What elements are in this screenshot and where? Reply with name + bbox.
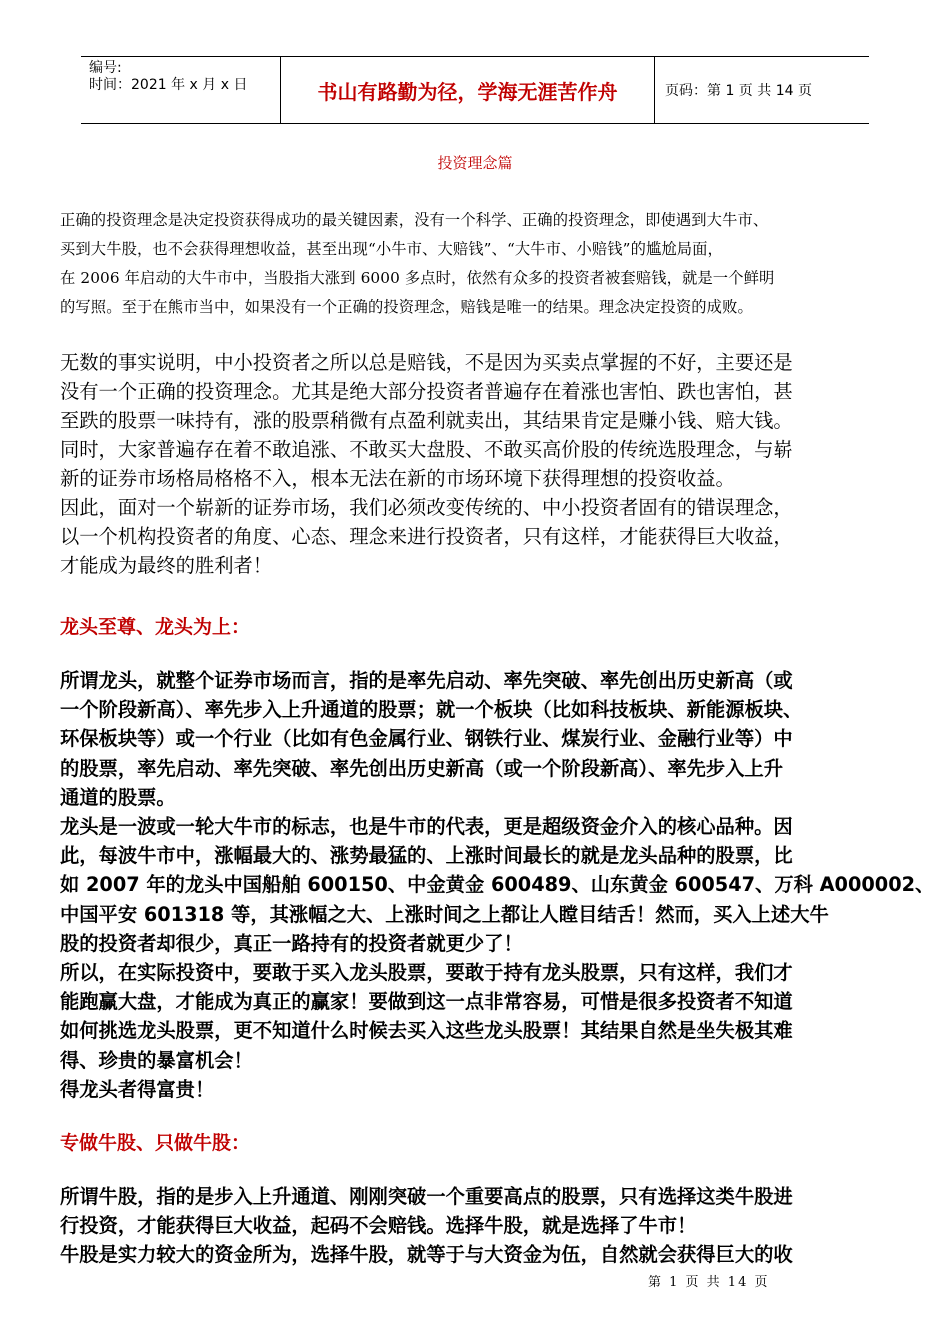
text-line: 股的投资者却很少，真正一路持有的投资者就更少了！ — [60, 931, 523, 955]
text-line: 无数的事实说明，中小投资者之所以总是赔钱，不是因为买卖点掌握的不好，主要还是 — [60, 351, 793, 374]
text-line: 所谓牛股，指的是步入上升通道、刚刚突破一个重要高点的股票，只有选择这类牛股进 — [60, 1185, 793, 1208]
text-line: 新的证券市场格局格格不入，根本无法在新的市场环境下获得理想的投资收益。 — [60, 467, 735, 490]
text-line: 因此，面对一个崭新的证券市场，我们必须改变传统的、中小投资者固有的错误理念， — [60, 496, 793, 519]
section-heading-bull-stocks: 专做牛股、只做牛股： — [60, 1132, 251, 1154]
document-number: 编号: — [89, 60, 122, 76]
document-title: 投资理念篇 — [437, 154, 513, 172]
text-line: 才能成为最终的胜利者！ — [60, 554, 273, 577]
header-motto: 书山有路勤为径，学海无涯苦作舟 — [281, 57, 655, 123]
text-line: 行投资，才能获得巨大收益，起码不会赔钱。选择牛股，就是选择了牛市！ — [60, 1214, 697, 1238]
text-line: 在 2006 年启动的大牛市中，当股指大涨到 6000 多点时，依然有众多的投资者被套赔钱，就是一个鲜明 — [60, 269, 775, 287]
text-line: 如 2007 年的龙头中国船舶 600150、中金黄金 600489、山东黄金 600547、万科 A000002、 — [60, 873, 935, 897]
section-heading-leaders: 龙头至尊、龙头为上： — [60, 616, 251, 638]
text-line: 至跌的股票一味持有，涨的股票稍微有点盈利就卖出，其结果肯定是赚小钱、赔大钱。 — [60, 409, 793, 432]
text-line: 的股票，率先启动、率先突破、率先创出历史新高（或一个阶段新高）、率先步入上升 — [60, 756, 784, 780]
text-line: 以一个机构投资者的角度、心态、理念来进行投资者，只有这样，才能获得巨大收益， — [60, 525, 793, 548]
page-header — [81, 56, 869, 124]
text-line: 中国平安 601318 等，其涨幅之大、上涨时间之上都让人瞠目结舌！然而，买入上述大牛 — [60, 902, 829, 926]
text-line: 如何挑选龙头股票，更不知道什么时候去买入这些龙头股票！其结果自然是坐失极其难 — [60, 1019, 793, 1043]
text-line: 正确的投资理念是决定投资获得成功的最关键因素，没有一个科学、正确的投资理念，即使遇到大牛市、 — [60, 211, 769, 229]
header-page-number: 页码：第 1 页 共 14 页 — [665, 83, 812, 99]
text-line: 得龙头者得富贵！ — [60, 1077, 215, 1101]
header-info-cell — [81, 57, 281, 123]
text-line: 买到大牛股，也不会获得理想收益，甚至出现“小牛市、大赔钱”、“大牛市、小赔钱”的尴尬局面， — [60, 240, 723, 258]
text-line: 此，每波牛市中，涨幅最大的、涨势最猛的、上涨时间最长的就是龙头品种的股票，比 — [60, 844, 793, 868]
text-line: 龙头是一波或一轮大牛市的标志，也是牛市的代表，更是超级资金介入的核心品种。因 — [60, 815, 793, 839]
text-line: 同时，大家普遍存在着不敢追涨、不敢买大盘股、不敢买高价股的传统选股理念，与崭 — [60, 438, 793, 461]
section-body-bull-stocks — [60, 1182, 892, 1270]
document-time: 时间：2021 年 x 月 x 日 — [89, 77, 248, 93]
text-line: 没有一个正确的投资理念。尤其是绝大部分投资者普遍存在着涨也害怕、跌也害怕，甚 — [60, 380, 793, 403]
text-line: 通道的股票。 — [60, 785, 176, 809]
text-line: 的写照。至于在熊市当中，如果没有一个正确的投资理念，赔钱是唯一的结果。理念决定投资的成败。 — [60, 298, 753, 316]
text-line: 环保板块等）或一个行业（比如有色金属行业、钢铁行业、煤炭行业、金融行业等）中 — [60, 727, 793, 751]
text-line: 所谓龙头，就整个证券市场而言，指的是率先启动、率先突破、率先创出历史新高（或 — [60, 669, 793, 692]
text-line: 能跑赢大盘，才能成为真正的赢家！要做到这一点非常容易，可惜是很多投资者不知道 — [60, 990, 793, 1014]
page-footer: 第 1 页 共 14 页 — [648, 1275, 770, 1290]
text-line: 牛股是实力较大的资金所为，选择牛股，就等于与大资金为伍，自然就会获得巨大的收 — [60, 1243, 793, 1267]
text-line: 一个阶段新高）、率先步入上升通道的股票；就一个板块（比如科技板块、新能源板块、 — [60, 698, 803, 722]
intro-paragraph — [60, 206, 892, 322]
text-line: 所以，在实际投资中，要敢于买入龙头股票，要敢于持有龙头股票，只有这样，我们才 — [60, 961, 793, 985]
text-line: 得、珍贵的暴富机会！ — [60, 1048, 253, 1072]
second-paragraph — [60, 348, 892, 580]
section-body-leaders — [60, 666, 935, 1104]
